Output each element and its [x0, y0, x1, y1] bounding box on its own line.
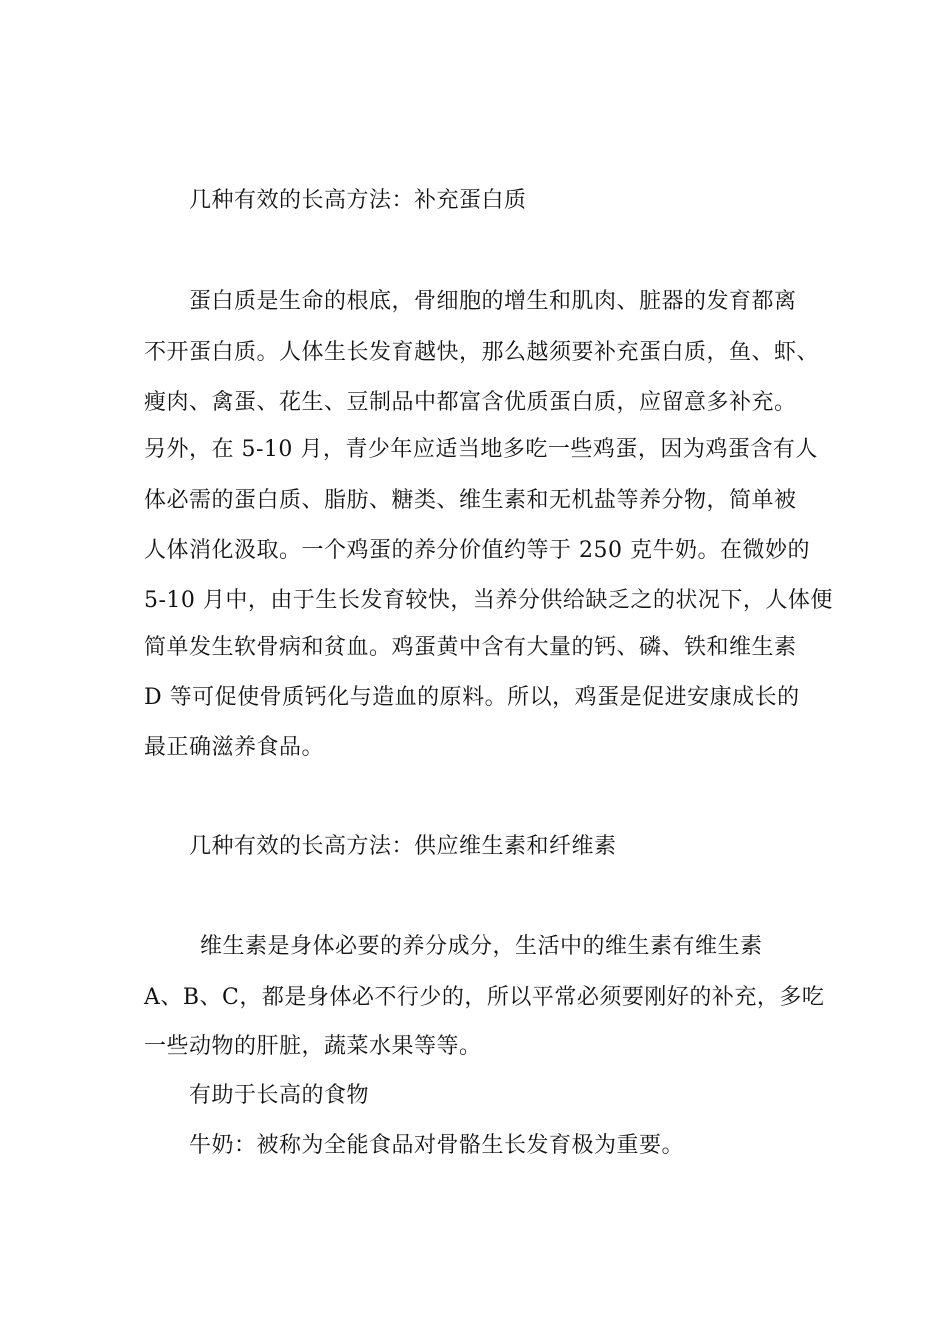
paragraph-line: 体必需的蛋白质、脂肪、糖类、维生素和无机盐等养分物，简单被 — [144, 488, 797, 513]
paragraph-line: 维生素是身体必要的养分成分，生活中的维生素有维生素 — [200, 934, 763, 959]
paragraph-line: 瘦肉、禽蛋、花生、豆制品中都富含优质蛋白质，应留意多补充。 — [144, 390, 797, 415]
section-heading-vitamin: 几种有效的长高方法：供应维生素和纤维素 — [189, 834, 617, 859]
milk-line: 牛奶：被称为全能食品对骨骼生长发育极为重要。 — [189, 1133, 685, 1158]
paragraph-line: 简单发生软骨病和贫血。鸡蛋黄中含有大量的钙、磷、铁和维生素 — [144, 635, 797, 660]
paragraph-line: A、B、C，都是身体必不行少的，所以平常必须要刚好的补充，多吃 — [144, 985, 825, 1010]
paragraph-line: D 等可促使骨质钙化与造血的原料。所以，鸡蛋是促进安康成长的 — [144, 685, 800, 710]
paragraph-line: 不开蛋白质。人体生长发育越快，那么越须要补充蛋白质，鱼、虾、 — [144, 340, 820, 365]
section-heading-foods: 有助于长高的食物 — [189, 1083, 370, 1108]
paragraph-line: 一些动物的肝脏，蔬菜水果等等。 — [144, 1034, 482, 1059]
paragraph-line: 蛋白质是生命的根底，骨细胞的增生和肌肉、脏器的发育都离 — [189, 289, 797, 314]
paragraph-line: 最正确滋养食品。 — [144, 735, 325, 760]
section-heading-protein: 几种有效的长高方法：补充蛋白质 — [189, 188, 527, 213]
paragraph-line: 人体消化汲取。一个鸡蛋的养分价值约等于 250 克牛奶。在微妙的 — [144, 538, 810, 563]
paragraph-line: 5-10 月中，由于生长发育较快，当养分供给缺乏之的状况下，人体便 — [144, 588, 833, 613]
paragraph-line: 另外，在 5-10 月，青少年应适当地多吃一些鸡蛋，因为鸡蛋含有人 — [144, 437, 818, 462]
